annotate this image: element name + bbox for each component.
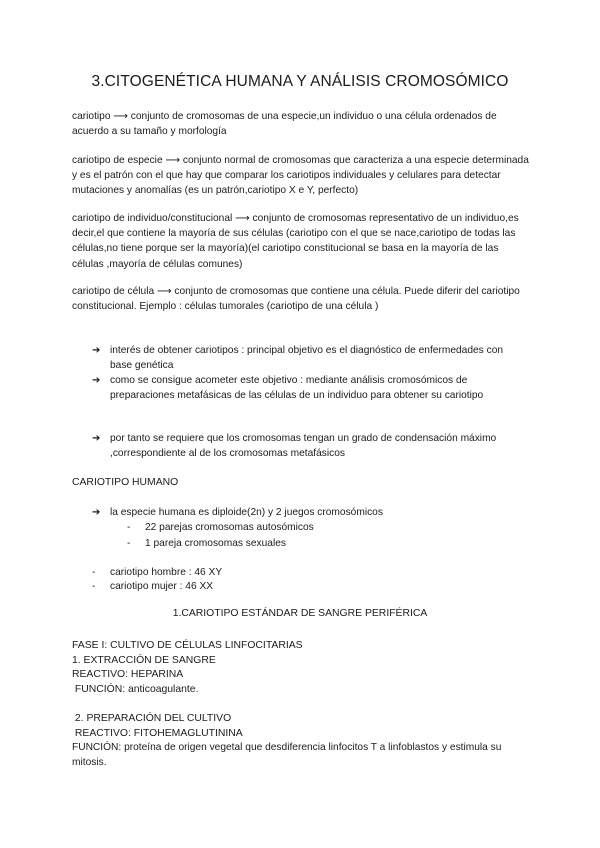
dash-bullet: - <box>92 581 96 592</box>
section-title-cariotipo-estandar: 1.CARIOTIPO ESTÁNDAR DE SANGRE PERIFÉRICA <box>172 608 428 619</box>
step2-reactivo: REACTIVO: FITOHEMAGLUTININA <box>72 728 243 739</box>
dash-bullet: - <box>92 567 96 578</box>
arrow-bullet-icon: ➔ <box>92 507 101 518</box>
fase-heading: FASE I: CULTIVO DE CÉLULAS LINFOCITARIAS <box>72 640 303 651</box>
definition-cariotipo-celula: cariotipo de célula ⟶ conjunto de cromosomas que contiene una célula. Puede diferir del cariotipo constitucional. Ejemplo : células tumorales (cariotipo de una célula ) <box>72 286 520 313</box>
sub-item-text: 22 parejas cromosomas autosómicos <box>145 522 314 533</box>
definition-cariotipo-individuo: cariotipo de individuo/constitucional ⟶ conjunto de cromosomas representativo de un individuo,es decir,el que contiene la mayoría de sus células (cariotipo con el que se nace,cariotipo de todas las células,no tiene porque ser la mayoría)(el cariotipo constitucional se basa en la mayoría de las células ,mayoría de células comunes) <box>72 213 519 270</box>
definition-cariotipo-especie: cariotipo de especie ⟶ conjunto normal de cromosomas que caracteriza a una especie determinada y es el patrón con el que hay que comparar los cariotipos individuales y celulares para detectar mutaciones y anomalías (es un patrón,cariotipo X e Y, perfecto) <box>72 155 529 197</box>
section-heading-cariotipo-humano: CARIOTIPO HUMANO <box>72 477 179 488</box>
arrow-bullet-icon: ➔ <box>92 433 101 444</box>
dash-bullet: - <box>127 522 131 533</box>
dash-bullet: - <box>127 538 131 549</box>
step1-heading: 1. EXTRACCIÓN DE SANGRE <box>72 655 216 666</box>
page-title: 3.CITOGENÉTICA HUMANA Y ANÁLISIS CROMOSÓMICO <box>91 73 509 90</box>
dash-item-text: cariotipo hombre : 46 XY <box>110 567 223 578</box>
bullet-text: por tanto se requiere que los cromosomas tengan un grado de condensación máximo ,correspondiente al de los cromosomas metafásicos <box>110 433 497 460</box>
arrow-bullet-icon: ➔ <box>92 375 101 386</box>
bullet-text: la especie humana es diploide(2n) y 2 juegos cromosómicos <box>110 507 383 518</box>
arrow-bullet-icon: ➔ <box>92 345 101 356</box>
step1-reactivo: REACTIVO: HEPARINA <box>72 669 184 680</box>
bullet-text: interés de obtener cariotipos : principal objetivo es el diagnóstico de enfermedades con base genética <box>110 345 504 372</box>
bullet-text: como se consigue acometer este objetivo : mediante análisis cromosómicos de preparaciones metafásicas de las células de un individuo para obtener su cariotipo <box>110 375 484 402</box>
step2-heading: 2. PREPARACIÓN DEL CULTIVO <box>72 713 232 724</box>
step1-funcion: FUNCIÓN: anticoagulante. <box>72 684 199 695</box>
definition-cariotipo: cariotipo ⟶ conjunto de cromosomas de una especie,un individuo o una célula ordenados de acuerdo a su tamaño y morfología <box>72 111 497 138</box>
dash-item-text: cariotipo mujer : 46 XX <box>110 581 214 592</box>
sub-item-text: 1 pareja cromosomas sexuales <box>145 538 286 549</box>
step2-funcion: FUNCIÓN: proteína de origen vegetal que desdiferencia linfocitos T a linfoblastos y estimula su mitosis. <box>72 742 502 769</box>
